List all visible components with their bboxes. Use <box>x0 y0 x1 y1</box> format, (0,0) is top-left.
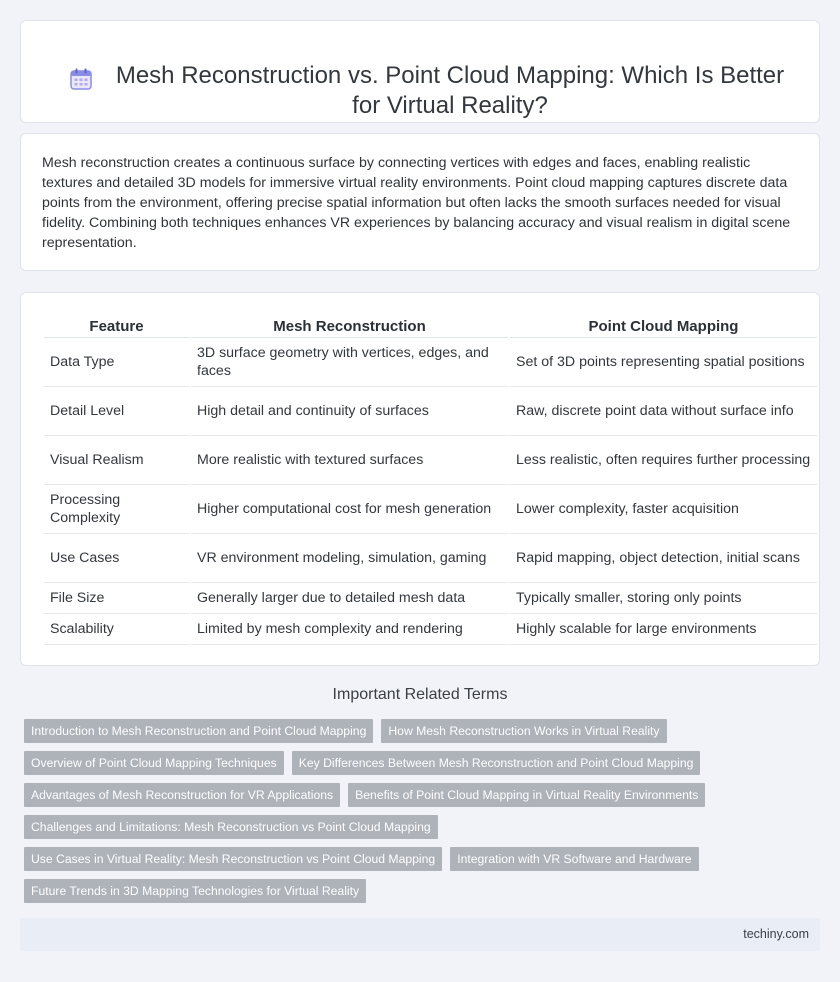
header-feature: Feature <box>44 314 189 338</box>
point-cloud-cell: Rapid mapping, object detection, initial scans <box>510 534 817 583</box>
table-row <box>44 583 817 614</box>
point-cloud-cell: Less realistic, often requires further processing <box>510 436 817 485</box>
comparison-table <box>42 314 819 645</box>
table-row <box>44 387 817 436</box>
feature-cell: Scalability <box>44 614 189 645</box>
footer <box>20 918 820 951</box>
related-term-tag[interactable]: How Mesh Reconstruction Works in Virtual Reality <box>381 719 666 743</box>
related-term-tag[interactable]: Benefits of Point Cloud Mapping in Virtual Reality Environments <box>348 783 705 807</box>
intro-paragraph: Mesh reconstruction creates a continuous surface by connecting vertices with edges and faces, enabling realistic textures and detailed 3D models for immersive virtual reality environments. Point cloud mapping captures discrete data points from the environment, offering precise spatial information but often lacks the smooth surfaces needed for visual fidelity. Combining both techniques enhances VR experiences by balancing accuracy and visual realism in digital scene representation. <box>42 155 791 251</box>
title-card <box>20 20 820 123</box>
table-row <box>44 534 817 583</box>
table-header-row <box>44 314 817 338</box>
table-row <box>44 485 817 534</box>
footer-site-link[interactable]: techiny.com <box>743 927 809 941</box>
point-cloud-cell: Typically smaller, storing only points <box>510 583 817 614</box>
related-term-tag[interactable]: Key Differences Between Mesh Reconstruction and Point Cloud Mapping <box>292 751 701 775</box>
table-row <box>44 436 817 485</box>
related-term-tag[interactable]: Future Trends in 3D Mapping Technologies for Virtual Reality <box>24 879 366 903</box>
related-term-tag[interactable]: Advantages of Mesh Reconstruction for VR Applications <box>24 783 340 807</box>
table-row <box>44 614 817 645</box>
header-mesh-reconstruction: Mesh Reconstruction <box>191 314 508 338</box>
related-term-tag[interactable]: Integration with VR Software and Hardware <box>450 847 698 871</box>
feature-cell: Processing Complexity <box>44 485 189 534</box>
mesh-cell: VR environment modeling, simulation, gaming <box>191 534 508 583</box>
calendar-icon <box>69 67 93 91</box>
header-point-cloud-mapping: Point Cloud Mapping <box>510 314 817 338</box>
point-cloud-cell: Lower complexity, faster acquisition <box>510 485 817 534</box>
comparison-card <box>20 292 820 666</box>
feature-cell: Visual Realism <box>44 436 189 485</box>
mesh-cell: Generally larger due to detailed mesh data <box>191 583 508 614</box>
feature-cell: Data Type <box>44 338 189 387</box>
mesh-cell: 3D surface geometry with vertices, edges, and faces <box>191 338 508 387</box>
feature-cell: File Size <box>44 583 189 614</box>
point-cloud-cell: Raw, discrete point data without surface info <box>510 387 817 436</box>
mesh-cell: Higher computational cost for mesh generation <box>191 485 508 534</box>
mesh-cell: Limited by mesh complexity and rendering <box>191 614 508 645</box>
table-row <box>44 338 817 387</box>
page-title: Mesh Reconstruction vs. Point Cloud Mapping: Which Is Better for Virtual Reality? <box>115 62 785 119</box>
mesh-cell: High detail and continuity of surfaces <box>191 387 508 436</box>
point-cloud-cell: Highly scalable for large environments <box>510 614 817 645</box>
point-cloud-cell: Set of 3D points representing spatial positions <box>510 338 817 387</box>
intro-card <box>20 133 820 271</box>
related-term-tag[interactable]: Challenges and Limitations: Mesh Reconstruction vs Point Cloud Mapping <box>24 815 438 839</box>
related-terms-title: Important Related Terms <box>332 686 508 703</box>
related-terms-list <box>24 719 804 911</box>
related-term-tag[interactable]: Overview of Point Cloud Mapping Techniques <box>24 751 284 775</box>
mesh-cell: More realistic with textured surfaces <box>191 436 508 485</box>
related-term-tag[interactable]: Introduction to Mesh Reconstruction and Point Cloud Mapping <box>24 719 373 743</box>
feature-cell: Detail Level <box>44 387 189 436</box>
related-term-tag[interactable]: Use Cases in Virtual Reality: Mesh Reconstruction vs Point Cloud Mapping <box>24 847 442 871</box>
feature-cell: Use Cases <box>44 534 189 583</box>
